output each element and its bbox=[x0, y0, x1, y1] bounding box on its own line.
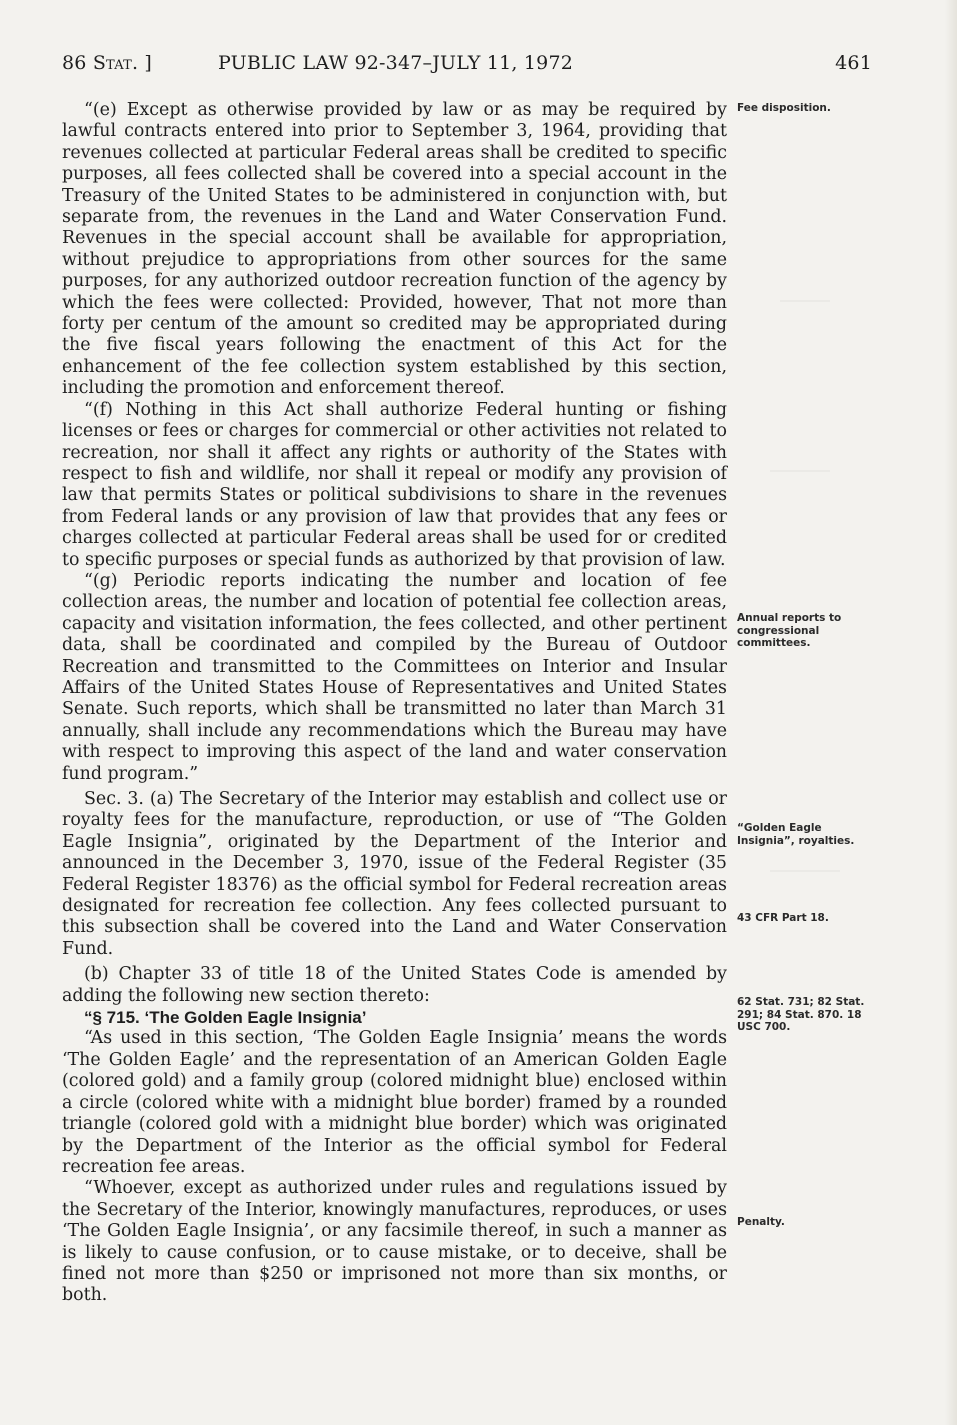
paragraph-subsection-f: “(f) Nothing in this Act shall authorize Federal hunting or fishing licenses or fees or charges for commercial or other activities not related to recreation, nor shall it affect any rights or authority of the States with respect to fish and wildlife, nor shall it repeal or modify any provision of law that permits States or political subdivisions to share in the revenues from Federal lands or any provision of law that provides that any fees or charges collected at particular Federal areas shall be used for or credited to specific purposes or special funds as authorized by that provision of law. bbox=[62, 399, 727, 570]
statute-volume: 86 Stat. ] bbox=[62, 52, 153, 74]
bleed-through-mark bbox=[770, 870, 840, 872]
paragraph-definition: “As used in this section, ‘The Golden Eagle Insignia’ means the words ‘The Golden Eagle’ and the representation of an American Golden Eagle (colored gold) and a family group (colored midnight blue) enclosed within a circle (colored white with a midnight blue border) framed by a rounded triangle (colored gold with a midnight blue border) which was originated by the Department of the Interior as the official symbol for Federal recreation fee areas. bbox=[62, 1028, 727, 1177]
margin-note-annual-reports: Annual reports to congressional committees. bbox=[737, 612, 842, 649]
margin-note-statute-citations: 62 Stat. 731; 82 Stat. 291; 84 Stat. 870. 18 USC 700. bbox=[737, 996, 865, 1033]
paragraph-section-3b: (b) Chapter 33 of title 18 of the United States Code is amended by adding the following new section thereto: bbox=[62, 964, 727, 1006]
bleed-through-mark bbox=[770, 470, 830, 472]
page-edge-shadow bbox=[945, 0, 957, 1425]
page-number: 461 bbox=[835, 52, 872, 74]
margin-note-cfr-reference: 43 CFR Part 18. bbox=[737, 912, 829, 924]
page-header bbox=[62, 52, 872, 82]
margin-note-fee-disposition: Fee disposition. bbox=[737, 102, 831, 114]
paragraph-subsection-g: “(g) Periodic reports indicating the number and location of fee collection areas, the number and location of potential fee collection areas, capacity and visitation information, the fees collected, and other pertinent data, shall be coordinated and compiled by the Bureau of Outdoor Recreation and transmitted to the Committees on Interior and Insular Affairs of the United States House of Representatives and United States Senate. Such reports, which shall be transmitted no later than March 31 annually, shall include any recommendations which the Bureau may have with respect to improving this aspect of the land and water conservation fund program.” bbox=[62, 570, 727, 784]
paragraph-section-3a: Sec. 3. (a) The Secretary of the Interior may establish and collect use or royalty fees for the manufacture, reproduction, or use of “The Golden Eagle Insignia”, originated by the Department of the Interior and announced in the December 3, 1970, issue of the Federal Register (35 Federal Register 18376) as the official symbol for Federal recreation areas designated for recreation fee collection. Any fees collected pursuant to this subsection shall be covered into the Land and Water Conservation Fund. bbox=[62, 789, 727, 959]
body-text bbox=[62, 100, 727, 1307]
section-715-heading: “§ 715. ‘The Golden Eagle Insignia’ bbox=[84, 1008, 367, 1028]
margin-note-golden-eagle-royalties: “Golden Eagle Insignia”, royalties. bbox=[737, 822, 855, 847]
paragraph-penalty: “Whoever, except as authorized under rules and regulations issued by the Secretary of the Interior, knowingly manufactures, reproduces, or uses ‘The Golden Eagle Insignia’, or any facsimile thereof, in such a manner as is likely to cause confusion, or to cause mistake, or to deceive, shall be fined not more than $250 or imprisoned not more than six months, or both. bbox=[62, 1178, 727, 1306]
margin-note-penalty: Penalty. bbox=[737, 1216, 785, 1228]
running-title: PUBLIC LAW 92-347–JULY 11, 1972 bbox=[218, 52, 574, 74]
paragraph-subsection-e: “(e) Except as otherwise provided by law or as may be required by lawful contracts entered into prior to September 3, 1964, providing that revenues collected at particular Federal areas shall be credited to specific purposes, all fees collected shall be covered into a special account in the Treasury of the United States to be administered in conjunction with, but separate from, the revenues in the Land and Water Conservation Fund. Revenues in the special account shall be available for appropriation, without prejudice to appropriations from other sources for the same purposes, for any authorized outdoor recreation function of the agency by which the fees were collected: Provided, however, That not more than forty per centum of the amount so credited may be appropriated during the five fiscal years following the enactment of this Act for the enhancement of the fee collection system established by this section, including the promotion and enforcement thereof. bbox=[62, 100, 727, 399]
bleed-through-mark bbox=[780, 300, 830, 302]
